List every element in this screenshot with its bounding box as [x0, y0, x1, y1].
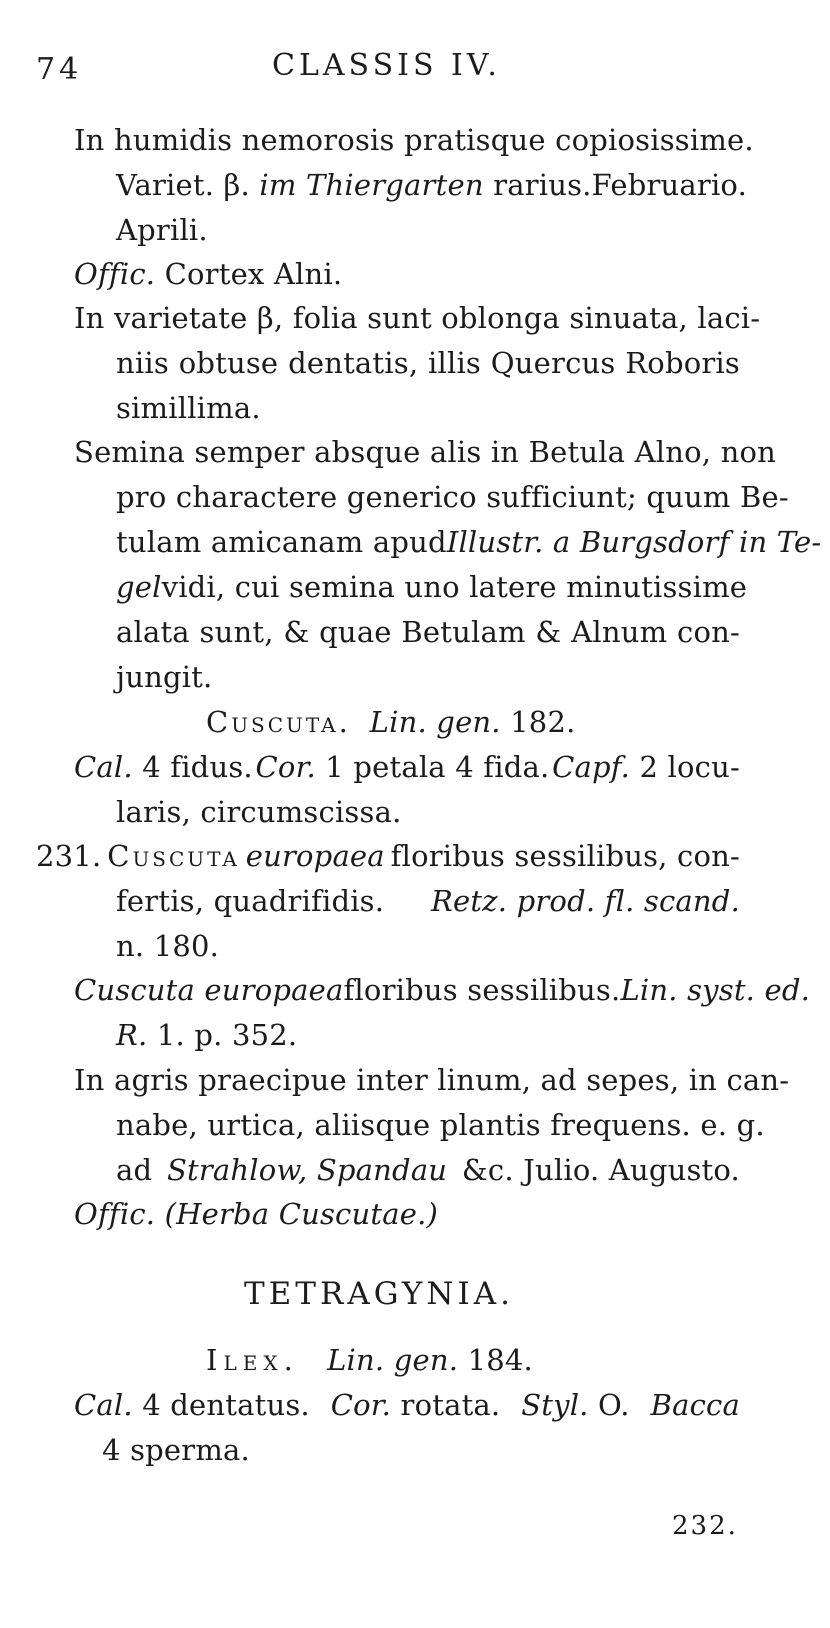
text-fragment: floribus sessilibus. — [343, 973, 621, 1007]
text-line: In agris praecipue inter linum, ad sepes, in can- — [74, 1063, 790, 1097]
text-fragment: tulam amicanam apud — [116, 525, 447, 559]
text-fragment: Strahlow, Spandau — [166, 1153, 448, 1187]
section-heading: TETRAGYNIA. — [244, 1276, 515, 1312]
text-fragment: Bacca — [650, 1388, 740, 1422]
text-fragment: gel — [116, 570, 162, 604]
text-fragment: im Thiergarten — [259, 168, 484, 202]
text-fragment: Offic. — [74, 257, 156, 291]
text-line — [116, 1017, 297, 1053]
text-fragment: rotata. — [400, 1388, 501, 1422]
text-fragment: 4 fidus. — [142, 750, 253, 784]
text-line: simillima. — [116, 391, 261, 425]
text-line: In varietate β, folia sunt oblonga sinuata, laci- — [74, 301, 761, 335]
text-fragment: R. — [116, 1018, 148, 1052]
text-fragment: &c. Julio. Augusto. — [461, 1153, 740, 1187]
genus-heading — [206, 704, 576, 740]
page-number: 74 — [36, 52, 83, 87]
text-fragment: fertis, quadrifidis. — [116, 884, 385, 918]
text-line: Aprili. — [116, 213, 208, 247]
species-genus: Cuscuta — [107, 839, 240, 873]
text-line — [116, 1152, 740, 1188]
text-line: laris, circumscissa. — [116, 795, 402, 829]
text-line — [116, 524, 822, 560]
text-fragment: Illustr. a Burgsdorf in Te- — [446, 525, 822, 559]
text-fragment: Februario. — [591, 168, 747, 202]
species-entry — [36, 838, 740, 874]
text-fragment: ad — [116, 1153, 153, 1187]
text-line: Semina semper absque alis in Betula Alno, non — [74, 435, 776, 469]
text-fragment: 1. p. 352. — [156, 1018, 298, 1052]
species-number: 231. — [36, 839, 102, 873]
text-line: niis obtuse dentatis, illis Quercus Roboris — [116, 346, 740, 380]
text-line — [116, 167, 747, 203]
genus-reference: Lin. gen. — [327, 1343, 459, 1377]
text-line — [74, 749, 740, 785]
text-fragment: vidi, cui semina uno latere minutissime — [161, 570, 748, 604]
text-fragment: 2 locu- — [639, 750, 740, 784]
text-fragment: Variet. β. — [116, 168, 250, 202]
catchword: 232. — [672, 1511, 738, 1541]
text-fragment: 1 petala 4 fida. — [325, 750, 550, 784]
text-line: Offic. (Herba Cuscutae.) — [74, 1197, 439, 1231]
text-fragment: Cuscuta europaea — [74, 973, 344, 1007]
species-epithet: europaea — [245, 839, 385, 873]
text-fragment: Cal. — [74, 750, 133, 784]
text-line: n. 180. — [116, 929, 220, 963]
text-fragment: Cal. — [74, 1388, 133, 1422]
text-line: nabe, urtica, aliisque plantis frequens. e. g. — [116, 1108, 765, 1142]
genus-heading — [206, 1342, 533, 1378]
text-fragment: Lin. syst. ed. — [620, 973, 811, 1007]
text-fragment: Retz. prod. fl. scand. — [431, 884, 740, 918]
text-fragment: O. — [598, 1388, 630, 1422]
genus-number: 184. — [467, 1343, 533, 1377]
genus-number: 182. — [510, 705, 576, 739]
genus-name: Cuscuta. — [206, 705, 351, 739]
text-fragment: Cortex Alni. — [164, 257, 343, 291]
text-fragment: rarius. — [493, 168, 592, 202]
text-line — [116, 883, 740, 919]
text-line — [74, 972, 811, 1008]
text-fragment: 4 dentatus. — [142, 1388, 310, 1422]
text-fragment: Styl. — [521, 1388, 589, 1422]
text-fragment: Cor. — [330, 1388, 392, 1422]
text-line: pro charactere generico sufficiunt; quum Be- — [116, 480, 789, 514]
text-line — [74, 256, 342, 292]
text-fragment: Capf. — [552, 750, 631, 784]
text-fragment: floribus sessilibus, con- — [390, 839, 740, 873]
text-line: jungit. — [116, 660, 213, 694]
running-title: CLASSIS IV. — [272, 48, 501, 83]
text-line — [116, 569, 748, 605]
text-line: In humidis nemorosis pratisque copiosissime. — [74, 123, 754, 157]
text-line: 4 sperma. — [102, 1433, 250, 1467]
genus-reference: Lin. gen. — [369, 705, 501, 739]
genus-name: Ilex. — [206, 1343, 299, 1377]
text-fragment: Cor. — [255, 750, 316, 784]
text-line — [74, 1387, 740, 1423]
text-line: alata sunt, & quae Betulam & Alnum con- — [116, 615, 740, 649]
